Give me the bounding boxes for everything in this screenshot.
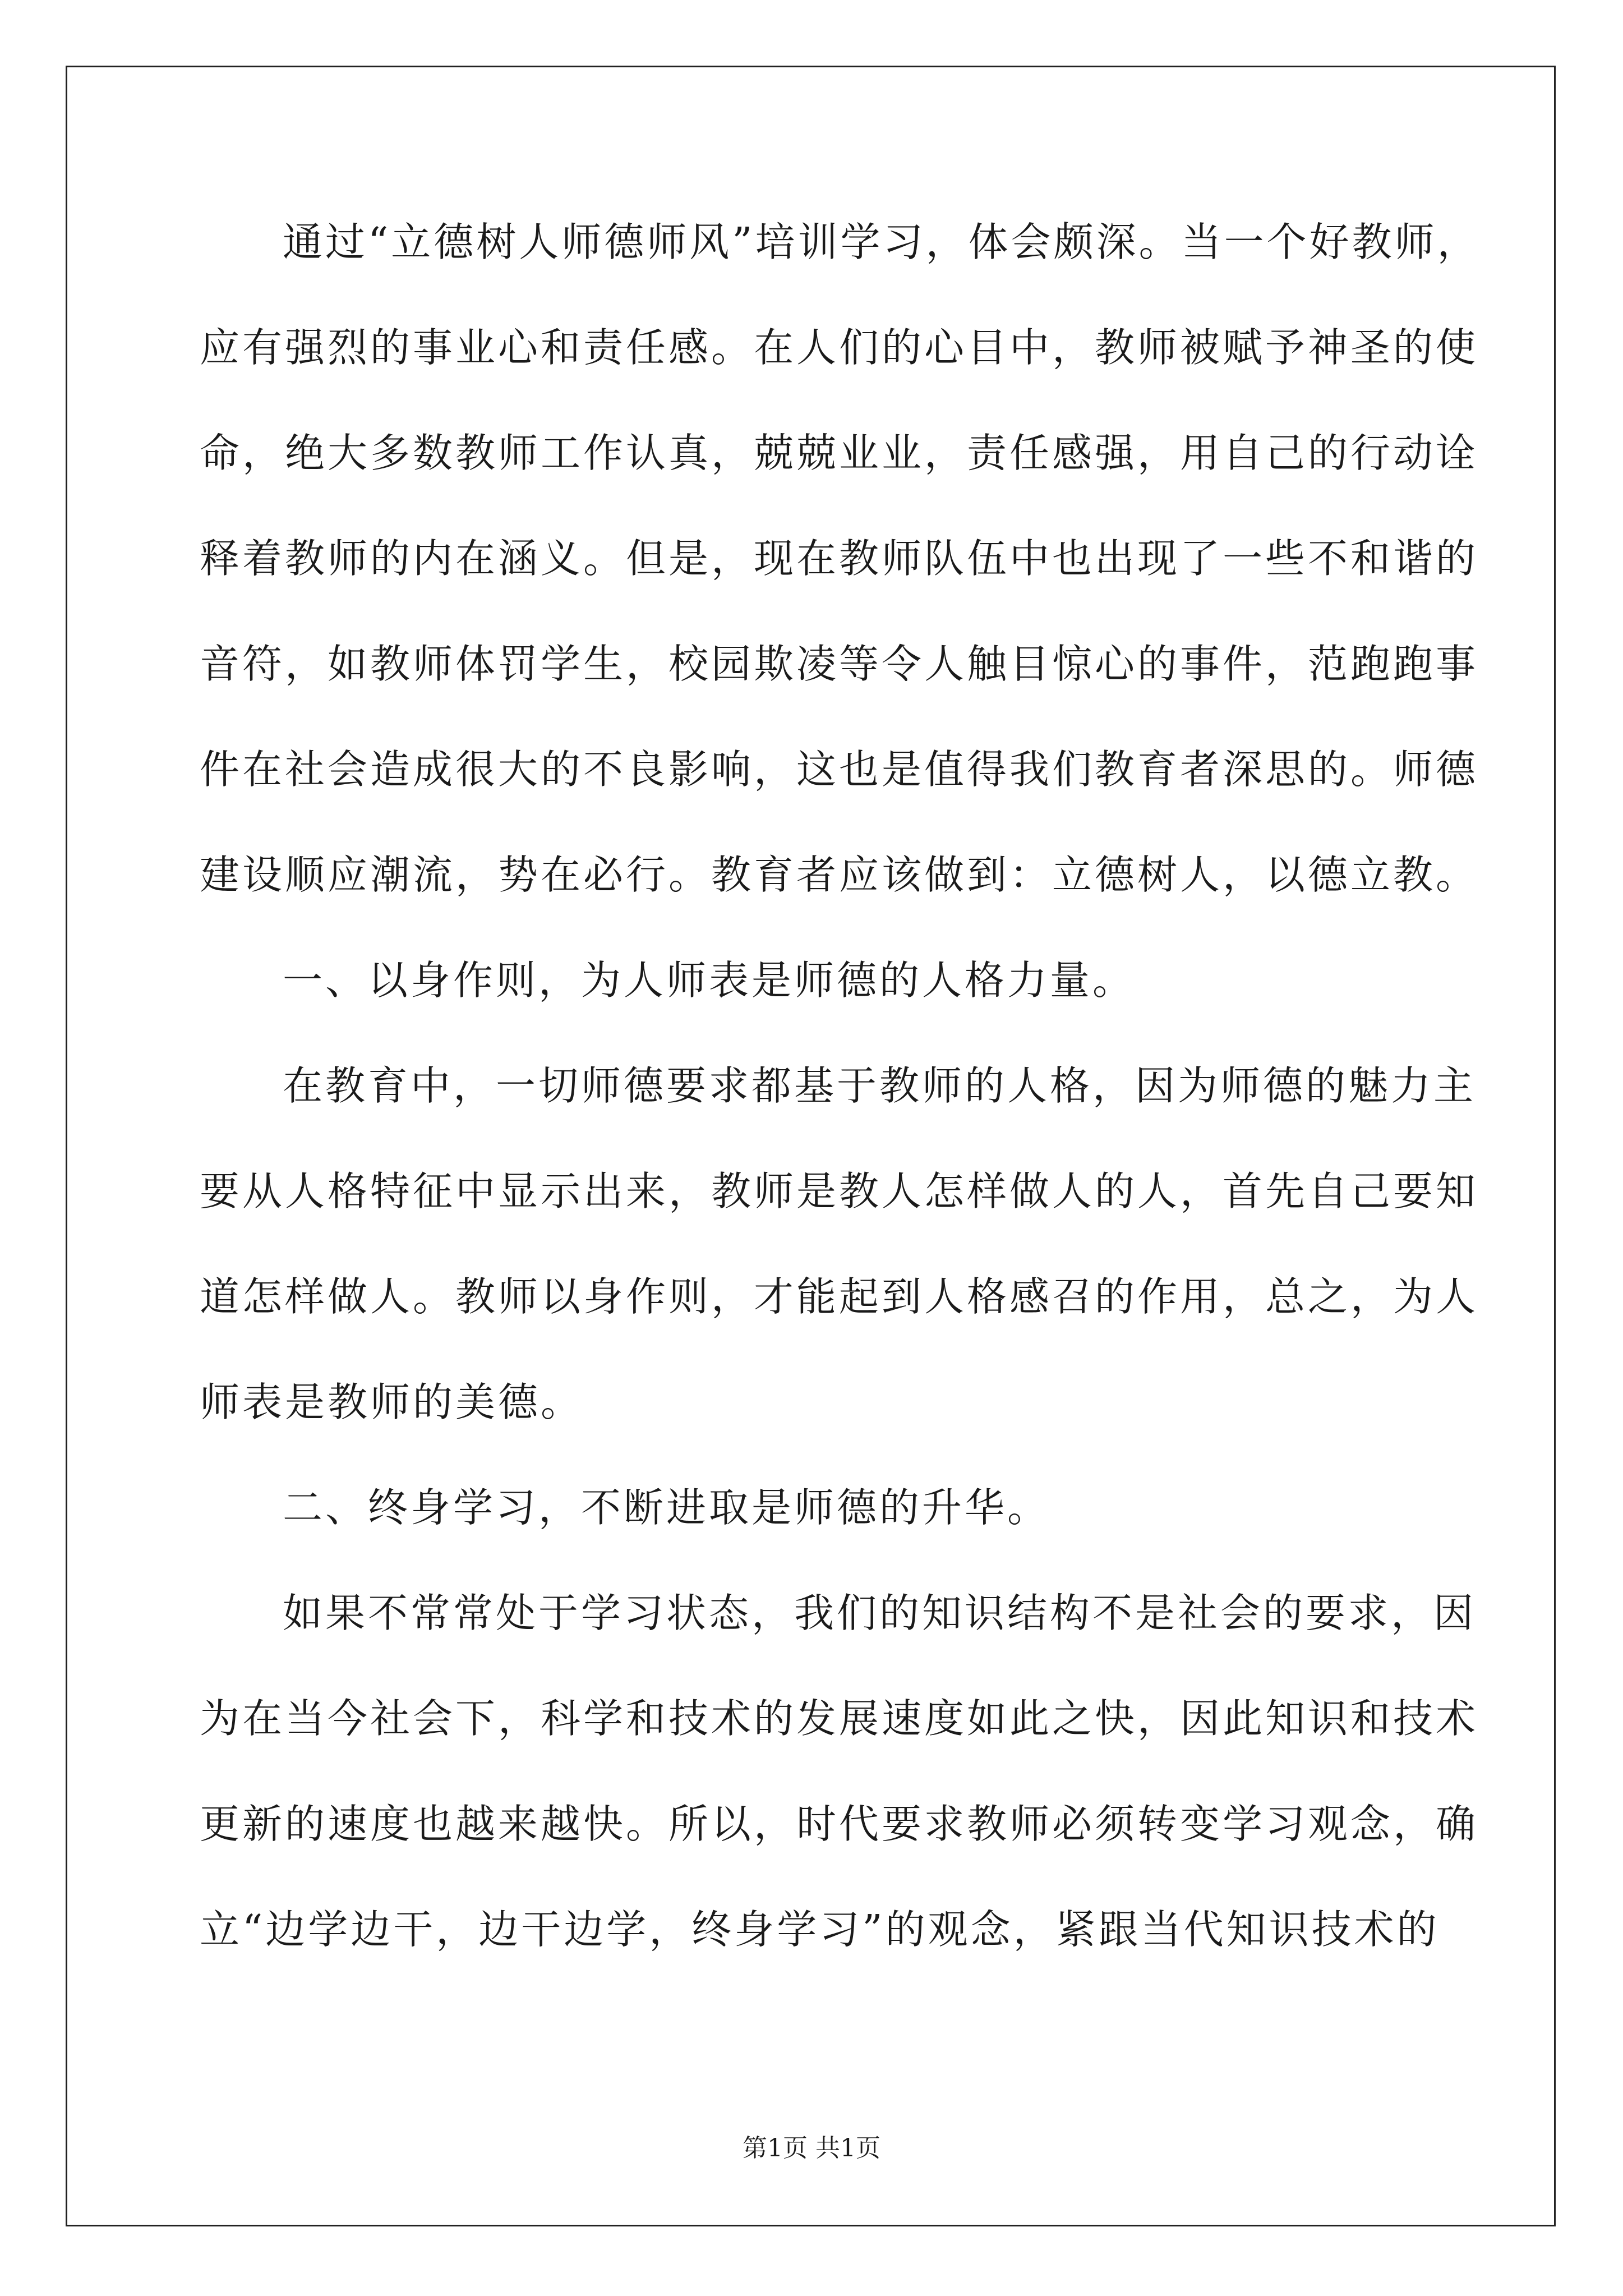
paragraph-line: 为在当今社会下，科学和技术的发展速度如此之快，因此知识和技术 — [200, 1695, 1479, 1742]
paragraph-line: 建设顺应潮流，势在必行。教育者应该做到：立德树人，以德立教。 — [200, 852, 1479, 898]
paragraph-line: 应有强烈的事业心和责任感。在人们的心目中，教师被赋予神圣的使 — [200, 324, 1479, 371]
section-heading: 一、以身作则，为人师表是师德的人格力量。 — [283, 957, 1136, 1004]
section-heading: 二、终身学习，不断进取是师德的升华。 — [283, 1484, 1050, 1531]
paragraph-line: 音符，如教师体罚学生，校园欺凌等令人触目惊心的事件，范跑跑事 — [200, 641, 1479, 687]
paragraph-line: 更新的速度也越来越快。所以，时代要求教师必须转变学习观念，确 — [200, 1801, 1479, 1847]
paragraph-line: 立“边学边干，边干边学，终身学习”的观念，紧跟当代知识技术的 — [200, 1906, 1440, 1953]
paragraph-line: 命，绝大多数教师工作认真，兢兢业业，责任感强，用自己的行动诠 — [200, 430, 1479, 476]
paragraph-line: 释着教师的内在涵义。但是，现在教师队伍中也出现了一些不和谐的 — [200, 535, 1479, 582]
paragraph-line: 要从人格特征中显示出来，教师是教人怎样做人的人，首先自己要知 — [200, 1168, 1479, 1214]
paragraph-line: 师表是教师的美德。 — [200, 1379, 584, 1425]
paragraph-line: 如果不常常处于学习状态，我们的知识结构不是社会的要求，因 — [283, 1590, 1477, 1636]
paragraph-line: 道怎样做人。教师以身作则，才能起到人格感召的作用，总之，为人 — [200, 1273, 1479, 1320]
page-number-footer: 第1页 共1页 — [743, 2134, 880, 2162]
paragraph-line: 在教育中，一切师德要求都基于教师的人格，因为师德的魅力主 — [283, 1062, 1477, 1109]
paragraph-line: 通过“立德树人师德师风”培训学习，体会颇深。当一个好教师， — [283, 219, 1480, 265]
paragraph-line: 件在社会造成很大的不良影响，这也是值得我们教育者深思的。师德 — [200, 746, 1479, 793]
